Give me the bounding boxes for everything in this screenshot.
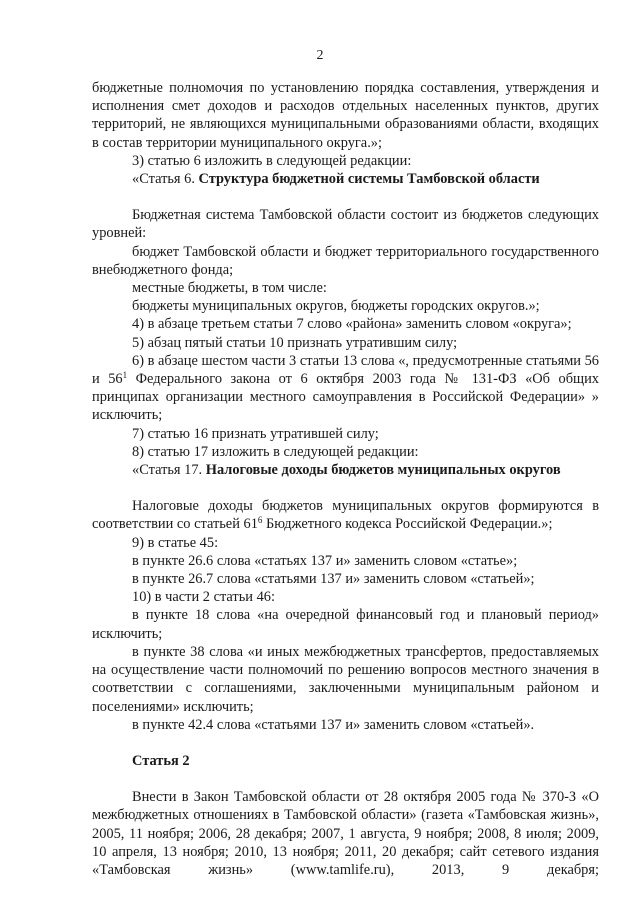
page-number: 2 xyxy=(316,48,324,63)
article-17-name: Налоговые доходы бюджетов муниципальных округов xyxy=(205,462,561,479)
article-6-title xyxy=(92,170,599,188)
paragraph: в пункте 38 слова «и иных межбюджетных трансфертов, предоставляемых на осуществление части полномочий по решению вопросов местного значения в соответствии с соглашениями, заключенными муниципальным районом и поселениями» исключить; xyxy=(92,643,599,715)
paragraph-part: Налоговые доходы бюджетов муниципальных округов формируются в соответствии со статьей 61 xyxy=(92,498,599,533)
paragraph-part: Федерального закона от 6 октября 2003 года № 131-ФЗ «Об общих принципах организации местного самоуправления в Российской Федерации» » исключить; xyxy=(92,371,599,424)
superscript: 1 xyxy=(122,370,128,381)
paragraph: в пункте 26.7 слова «статьями 137 и» заменить словом «статьей»; xyxy=(132,571,535,588)
paragraph: 3) статью 6 изложить в следующей редакции: xyxy=(132,152,412,169)
article-2-heading: Статья 2 xyxy=(132,752,190,769)
superscript: 6 xyxy=(257,515,263,526)
paragraph: 8) статью 17 изложить в следующей редакции: xyxy=(132,443,419,460)
paragraph: Внести в Закон Тамбовской области от 28 октября 2005 года № 370-З «О межбюджетных отношениях в Тамбовской области» (газета «Тамбовская жизнь», 2005, 11 ноября; 2006, 28 декабря; 2007, 1 августа, 9 ноября; 2008, 8 июля; 2009, 10 апреля, 13 ноября; 2010, 13 ноября; 2011, 20 декабря; сайт сетевого издания «Тамбовская жизнь» (www.tamlife.ru), 2013, 9 декабря; xyxy=(92,789,599,878)
article-17-prefix: «Статья 17. xyxy=(132,462,206,479)
document-body xyxy=(92,79,599,879)
paragraph: местные бюджеты, в том числе: xyxy=(132,280,327,297)
paragraph: бюджетные полномочия по установлению порядка составления, утверждения и исполнения смет доходов и расходов отдельных населенных пунктов, других территорий, не являющихся муниципальными образованиями области, входящих в состав территории муниципального округа.»; xyxy=(92,80,599,151)
paragraph: в пункте 26.6 слова «статьях 137 и» заменить словом «статье»; xyxy=(132,552,518,569)
article-6-prefix: «Статья 6. xyxy=(132,171,199,188)
paragraph: 7) статью 16 признать утратившей силу; xyxy=(132,425,379,442)
paragraph-with-footnote xyxy=(92,352,599,425)
paragraph: в пункте 42.4 слова «статьями 137 и» заменить словом «статьей». xyxy=(132,716,535,733)
paragraph: бюджеты муниципальных округов, бюджеты городских округов.»; xyxy=(132,298,540,315)
paragraph: в пункте 18 слова «на очередной финансовый год и плановый период» исключить; xyxy=(92,607,599,642)
paragraph-part: 6) в абзаце шестом части 3 статьи 13 слова «, предусмотренные статьями 56 и 56 xyxy=(92,352,599,388)
paragraph: 10) в части 2 статьи 46: xyxy=(132,589,275,606)
paragraph-with-footnote xyxy=(92,497,599,533)
article-17-title xyxy=(92,461,599,479)
paragraph: Бюджетная система Тамбовской области состоит из бюджетов следующих уровней: xyxy=(92,207,599,242)
paragraph-part: Бюджетного кодекса Российской Федерации.»; xyxy=(262,516,553,533)
paragraph: бюджет Тамбовской области и бюджет территориального государственного внебюджетного фонда; xyxy=(92,243,599,278)
paragraph: 9) в статье 45: xyxy=(132,534,219,551)
paragraph: 5) абзац пятый статьи 10 признать утратившим силу; xyxy=(132,334,458,351)
paragraph: 4) в абзаце третьем статьи 7 слово «района» заменить словом «округа»; xyxy=(132,316,572,333)
article-6-name: Структура бюджетной системы Тамбовской области xyxy=(198,171,540,188)
